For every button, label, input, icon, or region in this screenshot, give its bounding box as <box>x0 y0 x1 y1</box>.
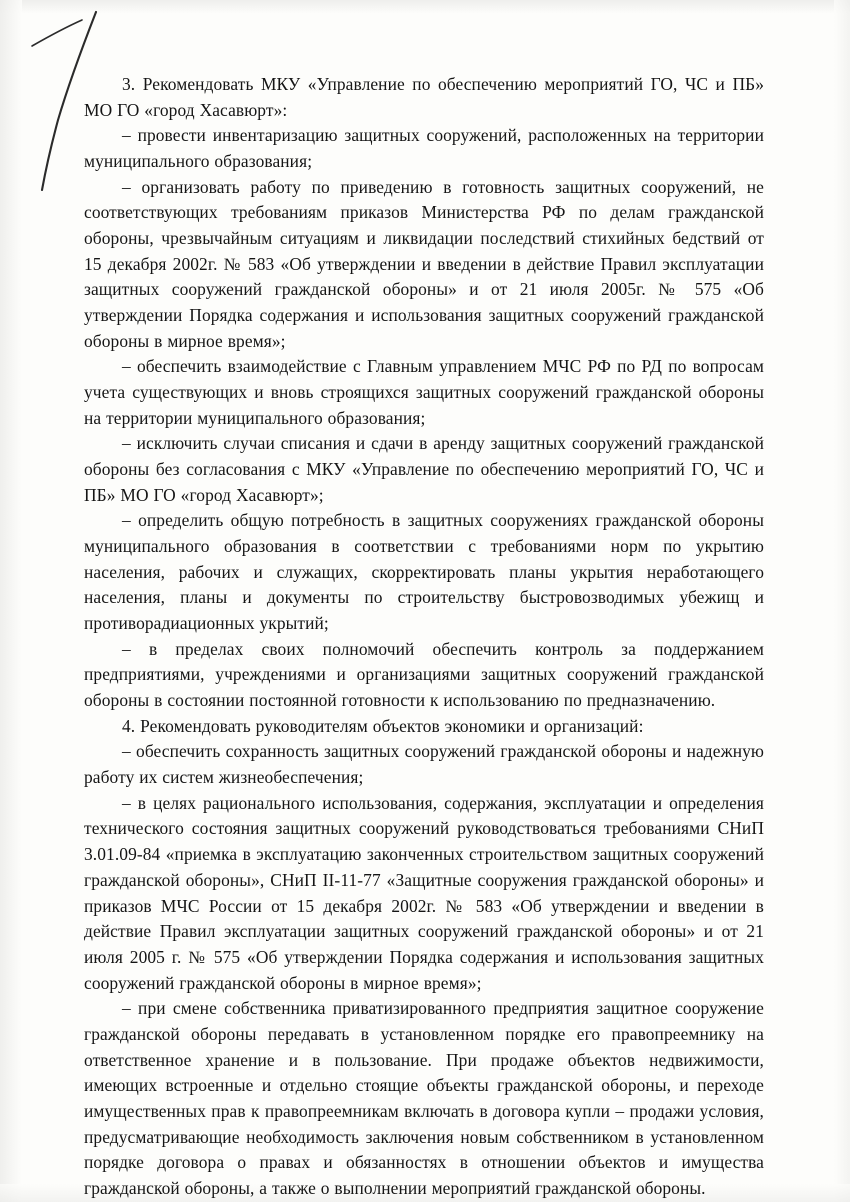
paragraph: – в пределах своих полномочий обеспечить контроль за поддержанием предприятиями, учреждениями и организациями защитных сооружений гражданской обороны в состоянии постоянной готовности к использованию по предназначению. <box>84 638 764 711</box>
scan-edge-right <box>834 0 850 1202</box>
paragraph: – обеспечить сохранность защитных сооружений гражданской обороны и надежную работу их систем жизнеобеспечения; <box>84 741 764 788</box>
scan-edge-top <box>0 0 850 14</box>
paragraph: – определить общую потребность в защитных сооружениях гражданской обороны муниципального образования в соответствии с требованиями норм по укрытию населения, рабочих и служащих, скорректировать планы укрытия неработающего населения, планы и документы по строительству быстровозводимых убежищ и противорадиационных укрытий; <box>84 510 764 634</box>
paragraph: – провести инвентаризацию защитных сооружений, расположенных на территории муниципального образования; <box>84 125 764 172</box>
paragraph: – при смене собственника приватизированного предприятия защитное сооружение гражданской обороны передавать в установленном порядке его правопреемнику на ответственное хранение и в пользование. При продаже объектов недвижимости, имеющих встроенные и отдельно стоящие объекты гражданской обороны, и переходе имущественных прав к правопреемникам включать в договора купли – продажи условия, предусматривающие необходимость заключения новым собственником в установленном порядке договора о правах и обязанностях в отношении объектов и имущества гражданской обороны, а также о выполнении мероприятий гражданской обороны. <box>84 998 764 1198</box>
paragraph: 4. Рекомендовать руководителям объектов экономики и организаций: <box>122 715 644 736</box>
paragraph: – исключить случаи списания и сдачи в аренду защитных сооружений гражданской обороны без согласования с МКУ «Управление по обеспечению мероприятий ГО, ЧС и ПБ» МО ГО «город Хасавюрт»; <box>84 433 764 505</box>
paragraph: – организовать работу по приведению в готовность защитных сооружений, не соответствующих требованиям приказов Министерства РФ по делам гражданской обороны, чрезвычайным ситуациям и ликвидации последствий стихийных бедствий от 15 декабря 2002г. № 583 «Об утверждении и введении в действие Правил эксплуатации защитных сооружений гражданской обороны» и от 21 июля 2005г. № 575 «Об утверждении Порядка содержания и использования защитных сооружений гражданской обороны в мирное время»; <box>84 176 764 351</box>
paragraph: – в целях рационального использования, содержания, эксплуатации и определения технического состояния защитных сооружений руководствоваться требованиями СНиП 3.01.09-84 «приемка в эксплуатацию законченных строительством защитных сооружений гражданской обороны», СНиП II-11-77 «Защитные сооружения гражданской обороны» и приказов МЧС России от 15 декабря 2002г. № 583 «Об утверждении и введении в действие Правил эксплуатации защитных сооружений гражданской обороны» и от 21 июля 2005 г. № 575 «Об утверждении Порядка содержания и использования защитных сооружений гражданской обороны в мирное время»; <box>84 792 764 993</box>
scan-edge-left <box>0 0 22 1202</box>
paragraph: – обеспечить взаимодействие с Главным управлением МЧС РФ по РД по вопросам учета существующих и вновь строящихся защитных сооружений гражданской обороны на территории муниципального образования; <box>84 356 764 428</box>
document-body <box>84 72 764 1202</box>
paragraph: 3. Рекомендовать МКУ «Управление по обеспечению мероприятий ГО, ЧС и ПБ» МО ГО «город Хасавюрт»: <box>84 74 764 120</box>
